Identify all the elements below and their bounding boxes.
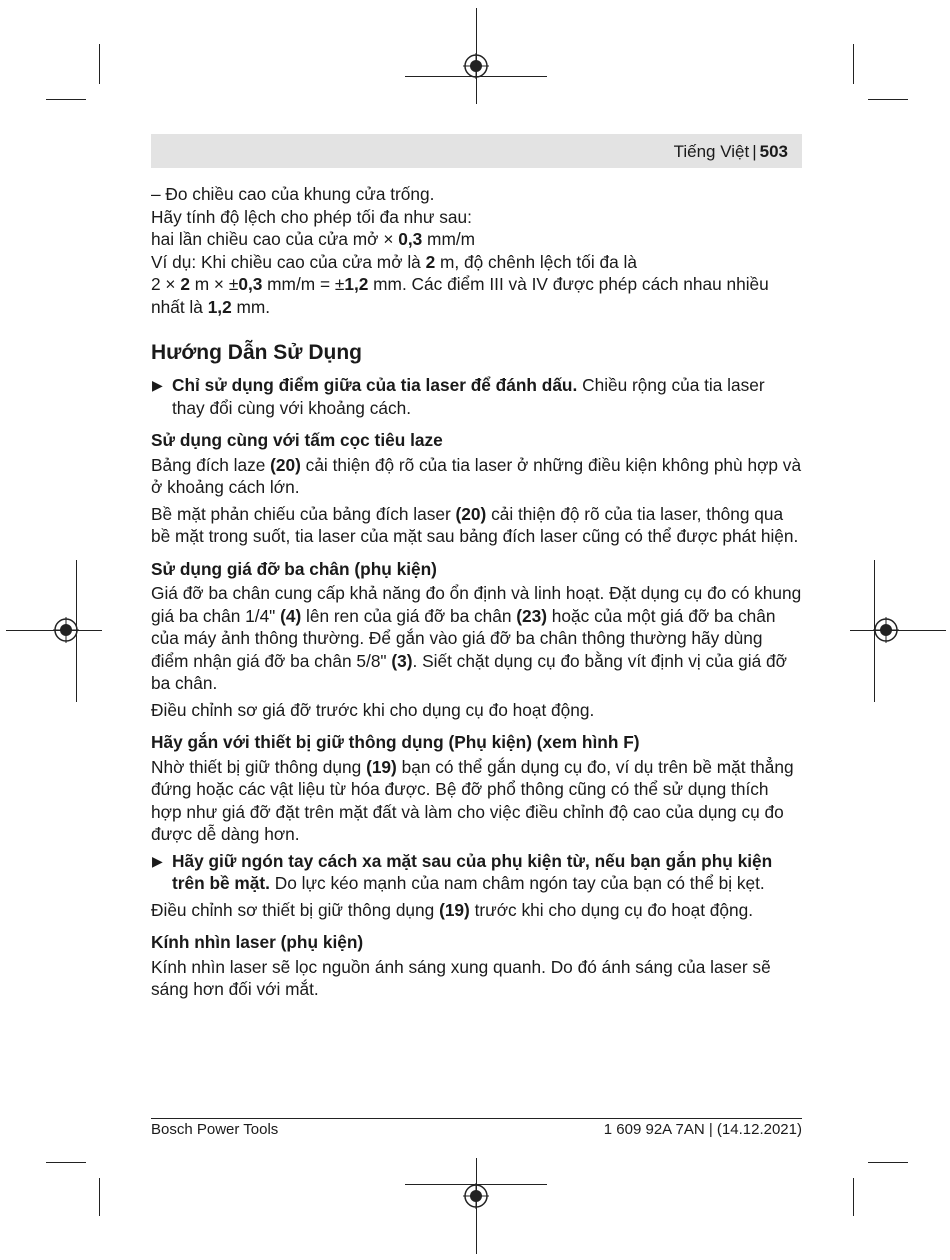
- footer-doc-code: 1 609 92A 7AN | (14.12.2021): [603, 1121, 802, 1138]
- page-content: [151, 183, 802, 1001]
- list-item: – Đo chiều cao của khung cửa trống.: [151, 184, 435, 204]
- paragraph: Điều chỉnh sơ giá đỡ trước khi cho dụng cụ đo hoạt động.: [151, 699, 595, 720]
- crop-mark: [853, 1178, 854, 1216]
- paragraph: Kính nhìn laser sẽ lọc nguồn ánh sáng xung quanh. Do đó ánh sáng của laser sẽ sáng hơn đối với mắt.: [151, 956, 771, 999]
- crop-mark: [868, 99, 908, 100]
- bullet-triangle-icon: ▶: [152, 852, 163, 869]
- paragraph: hai lần chiều cao của cửa mở × 0,3 mm/m: [151, 229, 476, 249]
- paragraph: Điều chỉnh sơ thiết bị giữ thông dụng (19) trước khi cho dụng cụ đo hoạt động.: [151, 899, 754, 920]
- registration-mark-icon: [463, 1183, 489, 1209]
- subsection-heading: Sử dụng giá đỡ ba chân (phụ kiện): [151, 558, 437, 579]
- crop-mark: [46, 99, 86, 100]
- subsection-heading: Sử dụng cùng với tấm cọc tiêu laze: [151, 430, 443, 450]
- footer-divider: [151, 1118, 802, 1119]
- paragraph: Hãy tính độ lệch cho phép tối đa như sau:: [151, 206, 472, 227]
- registration-mark-icon: [873, 617, 899, 643]
- header-text: [674, 142, 788, 162]
- registration-mark-icon: [53, 617, 79, 643]
- page-header: [151, 134, 802, 168]
- crop-mark: [853, 44, 854, 84]
- paragraph: Bảng đích laze (20) cải thiện độ rõ của tia laser ở những điều kiện không phù hợp và ở khoảng cách lớn.: [151, 454, 802, 497]
- bullet-triangle-icon: ▶: [152, 377, 163, 393]
- crop-mark: [868, 1162, 908, 1163]
- crop-mark: [46, 1162, 86, 1163]
- paragraph: Giá đỡ ba chân cung cấp khả năng đo ổn định và linh hoạt. Đặt dụng cụ đo có khung giá ba chân 1/4" (4) lên ren của giá đỡ ba chân (23) hoặc của một giá đỡ ba chân của máy ảnh thông thường. Để gắn vào giá đỡ ba chân thông thường hãy dùng điểm nhận giá đỡ ba chân 5/8" (3). Siết chặt dụng cụ đo bằng vít định vị của giá đỡ ba chân.: [151, 583, 802, 693]
- crop-mark: [99, 1178, 100, 1216]
- paragraph: Nhờ thiết bị giữ thông dụng (19) bạn có thể gắn dụng cụ đo, ví dụ trên bề mặt thẳng đứng hoặc các vật liệu từ hóa được. Bệ đỡ phổ thông cũng có thể sử dụng thích hợp như giá đỡ đặt trên mặt đất và làm cho việc điều chỉnh độ cao của dụng cụ đo được dễ dàng hơn.: [151, 756, 794, 844]
- header-separator: |: [752, 142, 757, 161]
- header-language: Tiếng Việt: [673, 142, 750, 161]
- warning-bullet: ▶ Hãy giữ ngón tay cách xa mặt sau của phụ kiện từ, nếu bạn gắn phụ kiện trên bề mặt. Do lực kéo mạnh của nam châm ngón tay của bạn có thể bị kẹt.: [152, 850, 773, 893]
- paragraph: 2 × 2 m × ±0,3 mm/m = ±1,2 mm. Các điểm III và IV được phép cách nhau nhiều nhất là 1,2 mm.: [151, 274, 769, 317]
- paragraph: Bề mặt phản chiếu của bảng đích laser (20) cải thiện độ rõ của tia laser, thông qua bề mặt trong suốt, tia laser của mặt sau bảng đích laser cũng có thể được phát hiện.: [151, 503, 799, 546]
- footer-publisher: Bosch Power Tools: [151, 1121, 279, 1138]
- section-title: Hướng Dẫn Sử Dụng: [151, 341, 362, 364]
- crop-mark: [99, 44, 100, 84]
- warning-bullet: ▶ Chỉ sử dụng điểm giữa của tia laser để đánh dấu. Chiều rộng của tia laser thay đổi cùng với khoảng cách.: [152, 375, 765, 418]
- subsection-heading: Hãy gắn với thiết bị giữ thông dụng (Phụ kiện) (xem hình F): [151, 732, 640, 752]
- subsection-heading: Kính nhìn laser (phụ kiện): [151, 932, 364, 952]
- page-number: 503: [759, 142, 788, 161]
- paragraph: Ví dụ: Khi chiều cao của cửa mở là 2 m, độ chênh lệch tối đa là: [151, 251, 637, 272]
- registration-mark-icon: [463, 53, 489, 79]
